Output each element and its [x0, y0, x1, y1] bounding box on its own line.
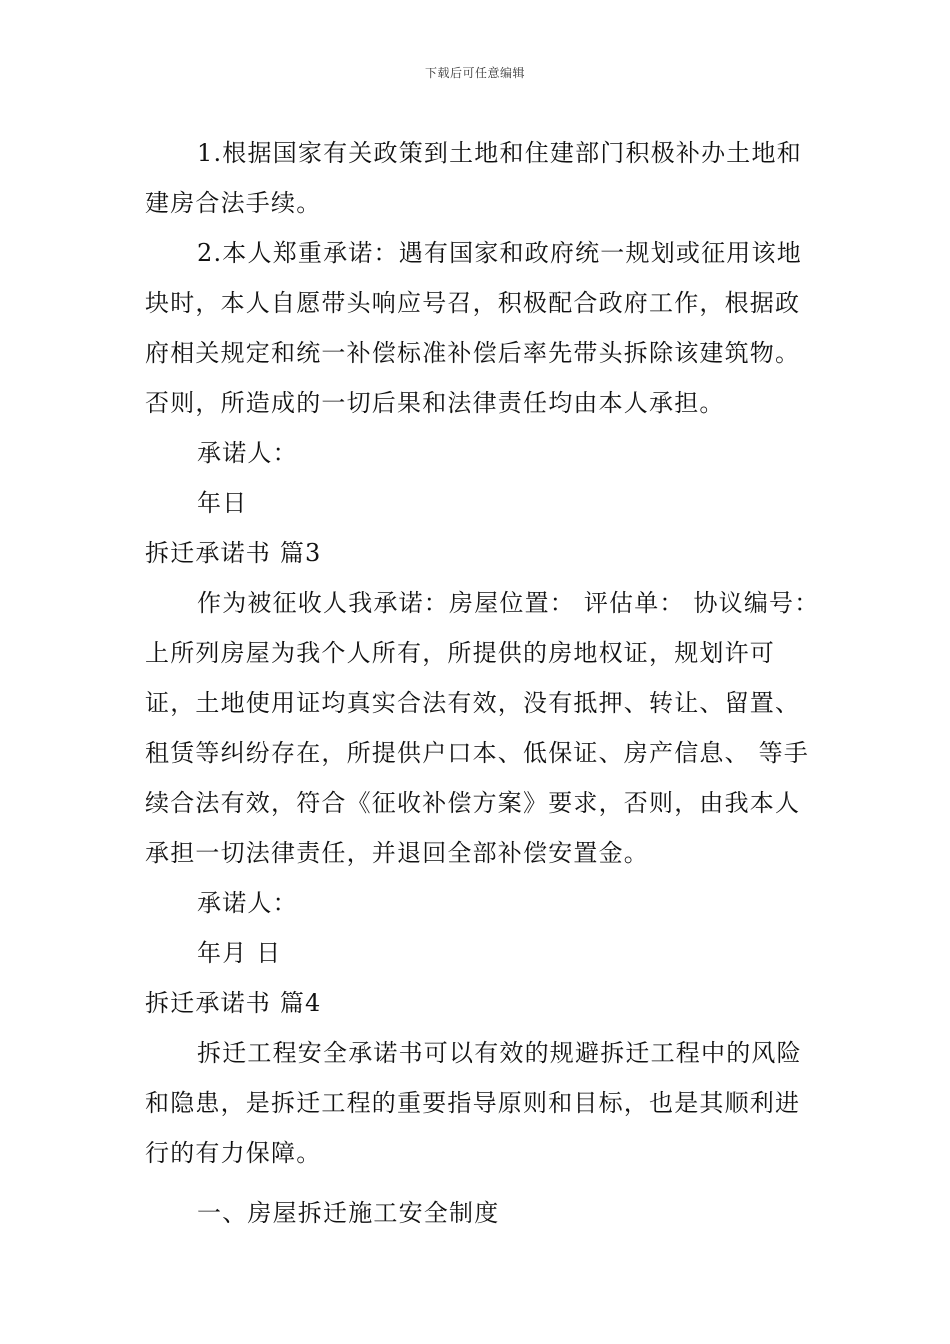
- signer-label-2: 承诺人：: [197, 889, 298, 917]
- paragraph-item-2: 2.本人郑重承诺：遇有国家和政府统一规划或征用该地块时，本人自愿带头响应号召，积极配合政府工作，根据政府相关规定和统一补偿标准补偿后率先带头拆除该建筑物。否则，所造成的一切后果和法律责任均由本人承担。: [145, 239, 802, 417]
- document-body: [145, 128, 825, 1238]
- paragraph-item-1: 1.根据国家有关政策到土地和住建部门积极补办土地和建房合法手续。: [145, 139, 802, 217]
- section-title-3: 拆迁承诺书 篇3: [145, 539, 322, 567]
- paragraph-commitment-3: 作为被征收人我承诺：房屋位置： 评估单： 协议编号： 上所列房屋为我个人所有，所提供的房地权证，规划许可证，土地使用证均真实合法有效，没有抵押、转让、留置、租赁等纠纷存在，所提供户口本、低保证、房产信息、 等手续合法有效，符合《征收补偿方案》要求，否则，由我本人承担一切法律责任，并退回全部补偿安置金。: [145, 589, 820, 867]
- date-line-2: 年月 日: [197, 939, 282, 967]
- paragraph-intro-4: 拆迁工程安全承诺书可以有效的规避拆迁工程中的风险和隐患，是拆迁工程的重要指导原则和目标，也是其顺利进行的有力保障。: [145, 1039, 802, 1167]
- date-line-1: 年日: [197, 489, 248, 517]
- signer-label-1: 承诺人：: [197, 439, 298, 467]
- page-header-note: 下载后可任意编辑: [424, 66, 525, 80]
- section-title-4: 拆迁承诺书 篇4: [145, 989, 322, 1017]
- subsection-title-1: 一、房屋拆迁施工安全制度: [197, 1199, 500, 1227]
